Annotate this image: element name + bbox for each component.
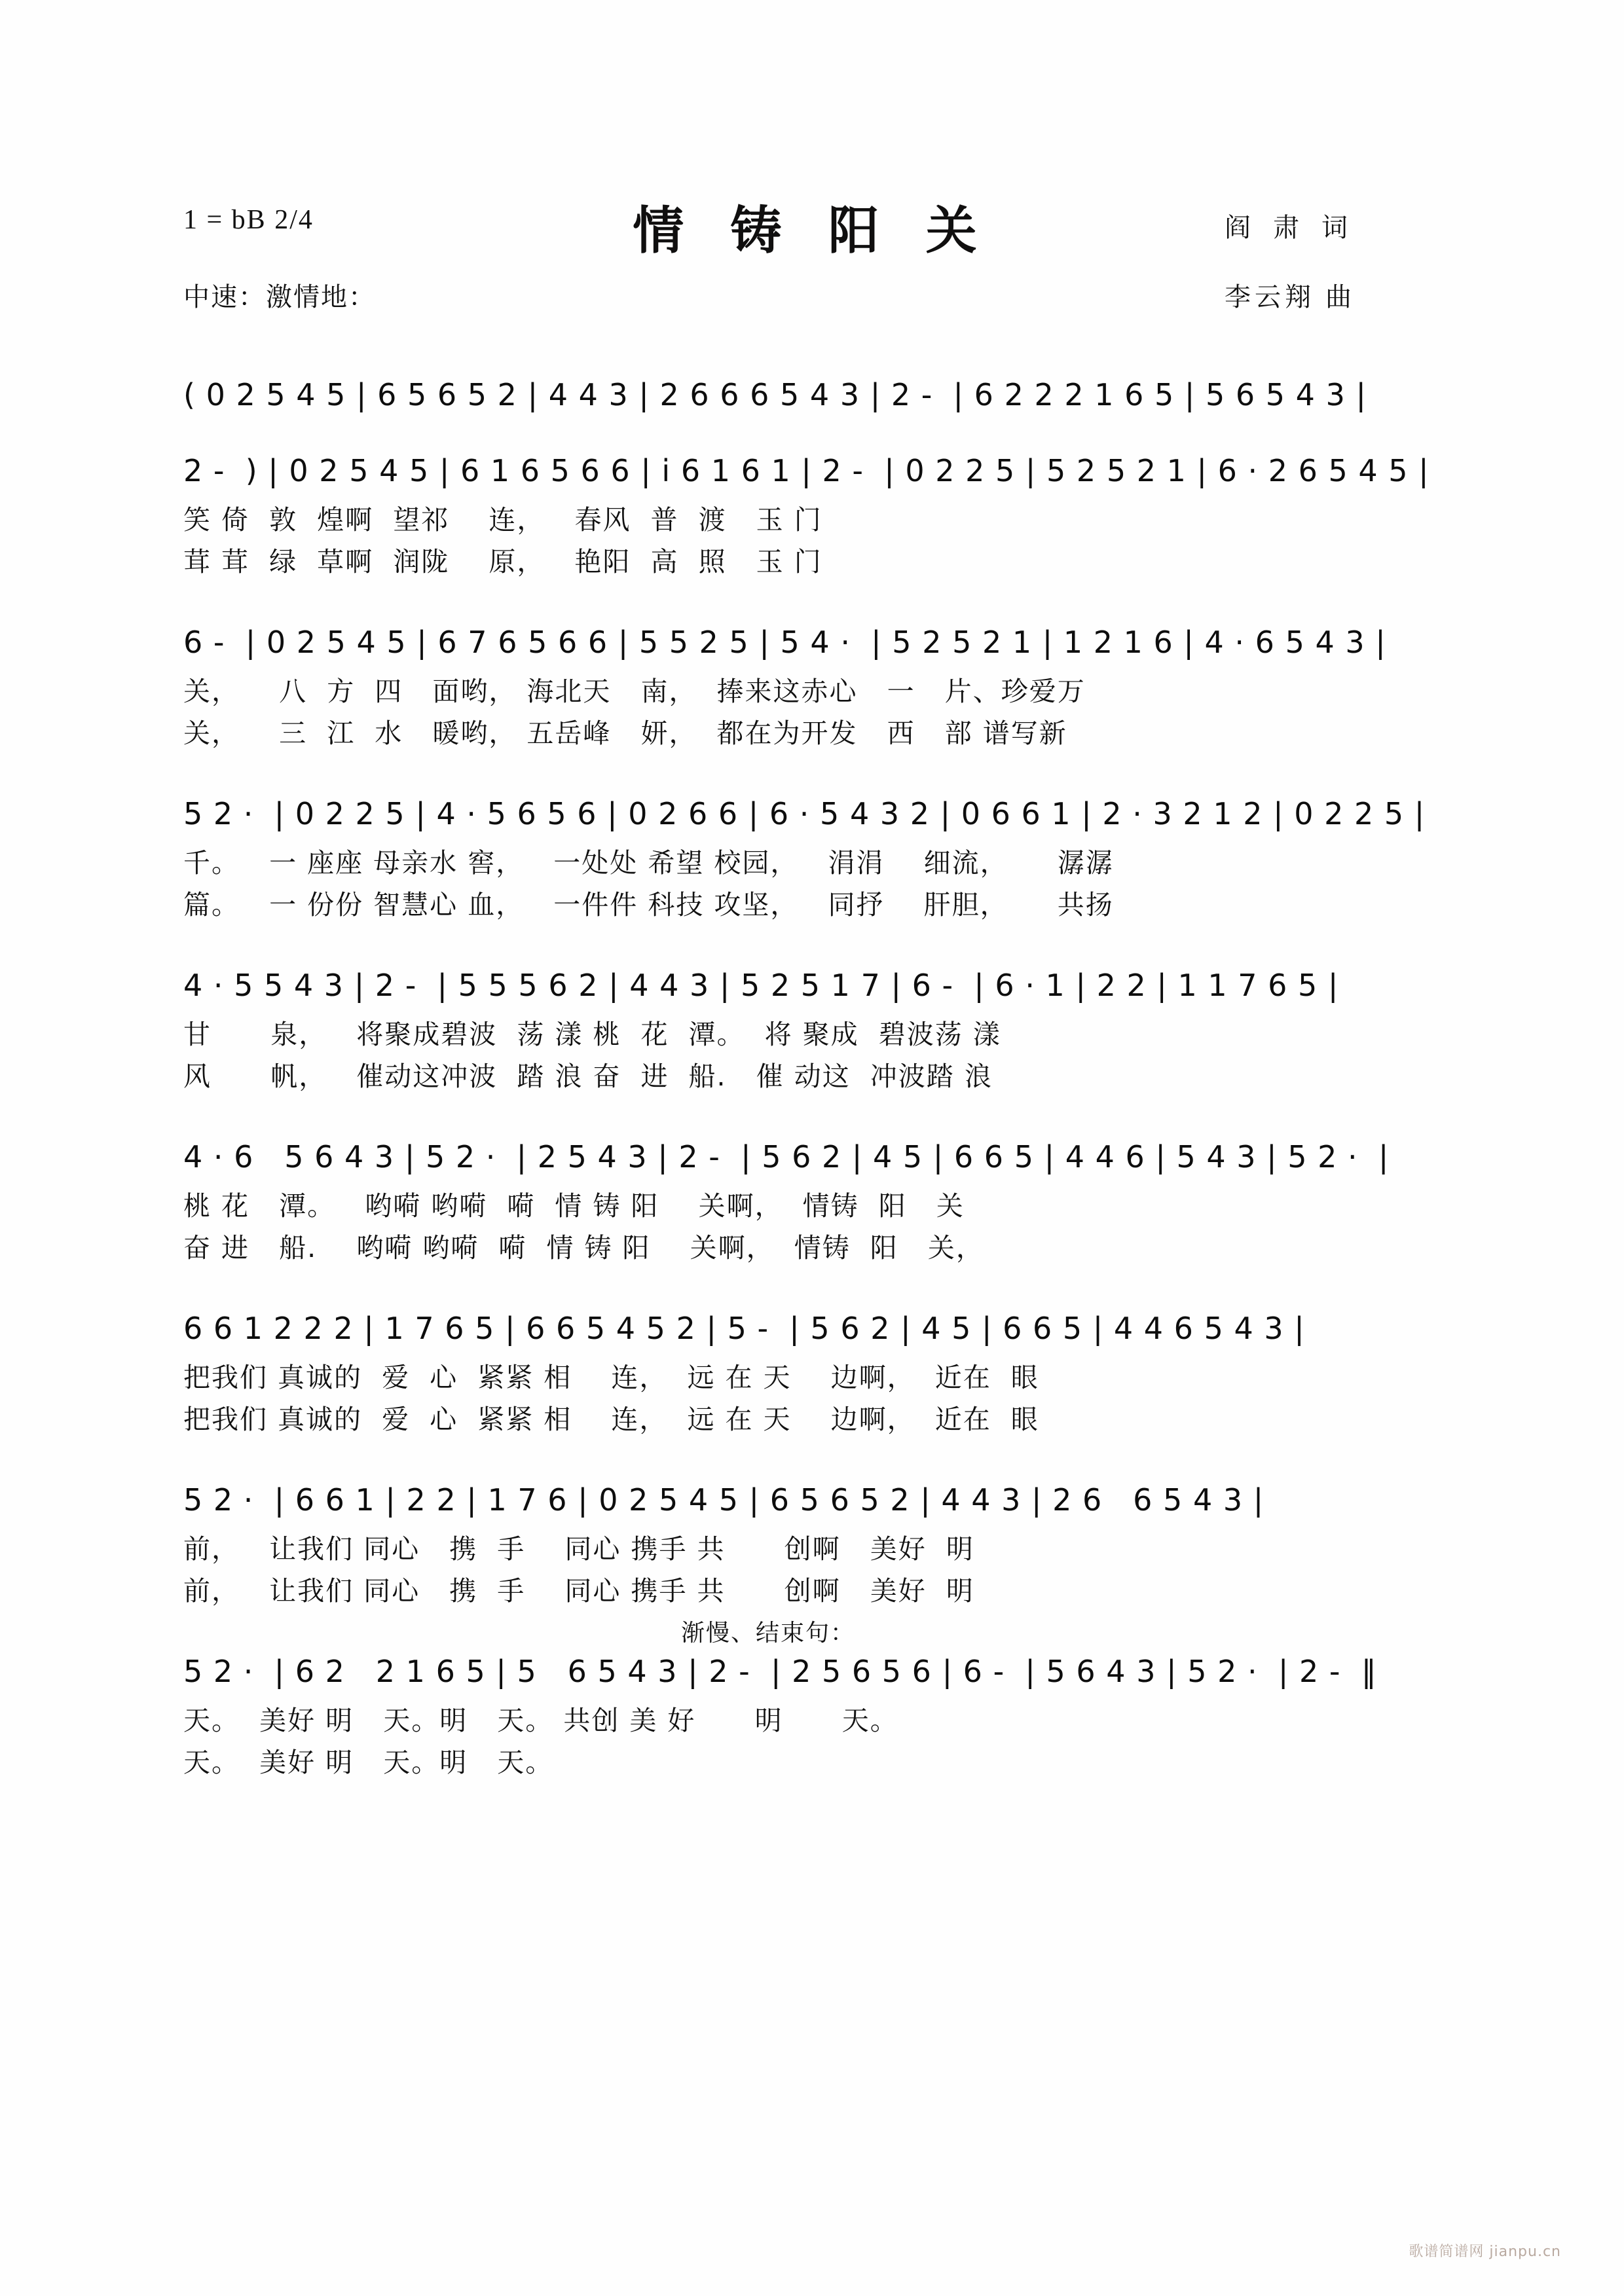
notation-line: 5 2 · | 6 2 2 1 6 5 | 5 6 5 4 3 | 2 - | 2 5 6 5 6 | 6 - | 5 6 4 3 | 5 2 · | 2 - ‖: [183, 1654, 1377, 1689]
lyric-line-verse1: 笑 倚 敦 煌啊 望祁 连， 春风 普 渡 玉 门: [183, 504, 822, 536]
system-gap: [183, 423, 1467, 440]
system-gap: [183, 926, 1467, 955]
lyricist-credit: 阎 肃 词: [1225, 213, 1356, 242]
ending-annotation: 渐慢、结束句：: [681, 1620, 856, 1647]
composer-credit: 李云翔 曲: [1225, 282, 1356, 312]
lyric-line-verse2: 茸 茸 绿 草啊 润陇 原， 艳阳 高 照 玉 门: [183, 546, 822, 577]
lyric-line-verse1: 把我们 真诚的 爱 心 紧紧 相 连， 远 在 天 边啊， 近在 眼: [183, 1362, 1039, 1393]
lyric-line-verse1: 关， 八 方 四 面哟， 海北天 南， 捧来这赤心 一 片、珍爱万: [183, 676, 1086, 707]
lyric-line-verse1: 前， 让我们 同心 携 手 同心 携手 共 创啊 美好 明: [183, 1533, 974, 1565]
notation-line: 2 - ) | 0 2 5 4 5 | 6 1 6 5 6 6 | i 6 1 6 1 | 2 - | 0 2 2 5 | 5 2 5 2 1 | 6 · 2 6 5 4 5 |: [183, 453, 1430, 488]
score-header: [183, 190, 1441, 334]
notation-line: 5 2 · | 6 6 1 | 2 2 | 1 7 6 | 0 2 5 4 5 | 6 5 6 5 2 | 4 4 3 | 2 6 6 5 4 3 |: [183, 1482, 1264, 1518]
lyric-line-verse1: 甘 泉， 将聚成碧波 荡 漾 桃 花 潭。 将 聚成 碧波荡 漾: [183, 1019, 1001, 1050]
notation-line: 6 - | 0 2 5 4 5 | 6 7 6 5 6 6 | 5 5 2 5 | 5 4 · | 5 2 5 2 1 | 1 2 1 6 | 4 · 6 5 4 3 |: [183, 625, 1386, 660]
lyric-line-verse1: 桃 花 潭。 哟嗬 哟嗬 嗬 情 铸 阳 关啊， 情铸 阳 关: [183, 1190, 965, 1222]
system-gap: [183, 1440, 1467, 1469]
system-gap: [183, 1269, 1467, 1298]
key-signature: 1 = bB 2/4: [183, 205, 314, 235]
music-system: [183, 1620, 1467, 1783]
notation-line: 4 · 6 5 6 4 3 | 5 2 · | 2 5 4 3 | 2 - | 5 6 2 | 4 5 | 6 6 5 | 4 4 6 | 5 4 3 | 5 2 · |: [183, 1139, 1390, 1175]
system-gap: [183, 1097, 1467, 1126]
music-system: [183, 614, 1467, 783]
music-system: [183, 1129, 1467, 1298]
page-title: 情 铸 阳 关: [633, 201, 991, 261]
system-gap: [183, 754, 1467, 783]
notation-line: 6 6 1 2 2 2 | 1 7 6 5 | 6 6 5 4 5 2 | 5 - | 5 6 2 | 4 5 | 6 6 5 | 4 4 6 5 4 3 |: [183, 1311, 1305, 1346]
music-system: [183, 367, 1467, 440]
music-system: [183, 957, 1467, 1126]
lyric-line-verse2: 天。 美好 明 天。明 天。: [183, 1747, 554, 1778]
music-system: [183, 786, 1467, 955]
lyric-line-verse2: 篇。 一 份份 智慧心 血， 一件件 科技 攻坚， 同抒 肝胆， 共扬: [183, 889, 1114, 920]
notation-line: 4 · 5 5 4 3 | 2 - | 5 5 5 6 2 | 4 4 3 | 5 2 5 1 7 | 6 - | 6 · 1 | 2 2 | 1 1 7 6 5 |: [183, 968, 1339, 1003]
notation-line: 5 2 · | 0 2 2 5 | 4 · 5 6 5 6 | 0 2 6 6 | 6 · 5 4 3 2 | 0 6 6 1 | 2 · 3 2 1 2 | 0 2 2 5 |: [183, 796, 1426, 831]
lyric-line-verse1: 千。 一 座座 母亲水 窖， 一处处 希望 校园， 涓涓 细流， 潺潺: [183, 847, 1114, 879]
lyric-line-verse2: 风 帆， 催动这冲波 踏 浪 奋 进 船. 催 动这 冲波踏 浪: [183, 1061, 993, 1092]
music-system: [183, 443, 1467, 611]
system-gap: [183, 583, 1467, 611]
site-watermark: 歌谱简谱网 jianpu.cn: [1409, 2244, 1561, 2260]
lyric-line-verse2: 奋 进 船. 哟嗬 哟嗬 嗬 情 铸 阳 关啊， 情铸 阳 关，: [183, 1232, 984, 1264]
lyric-line-verse2: 关， 三 江 水 暖哟， 五岳峰 妍， 都在为开发 西 部 谱写新: [183, 718, 1067, 749]
notation-line: ( 0 2 5 4 5 | 6 5 6 5 2 | 4 4 3 | 2 6 6 6 5 4 3 | 2 - | 6 2 2 2 1 6 5 | 5 6 5 4 3 |: [183, 377, 1367, 412]
lyric-line-verse1: 天。 美好 明 天。明 天。 共创 美 好 明 天。: [183, 1705, 898, 1736]
lyric-line-verse2: 把我们 真诚的 爱 心 紧紧 相 连， 远 在 天 边啊， 近在 眼: [183, 1404, 1039, 1435]
lyric-line-verse2: 前， 让我们 同心 携 手 同心 携手 共 创啊 美好 明: [183, 1575, 974, 1607]
tempo-marking: 中速：激情地：: [183, 282, 376, 312]
music-system: [183, 1300, 1467, 1469]
music-body: [183, 367, 1467, 1786]
